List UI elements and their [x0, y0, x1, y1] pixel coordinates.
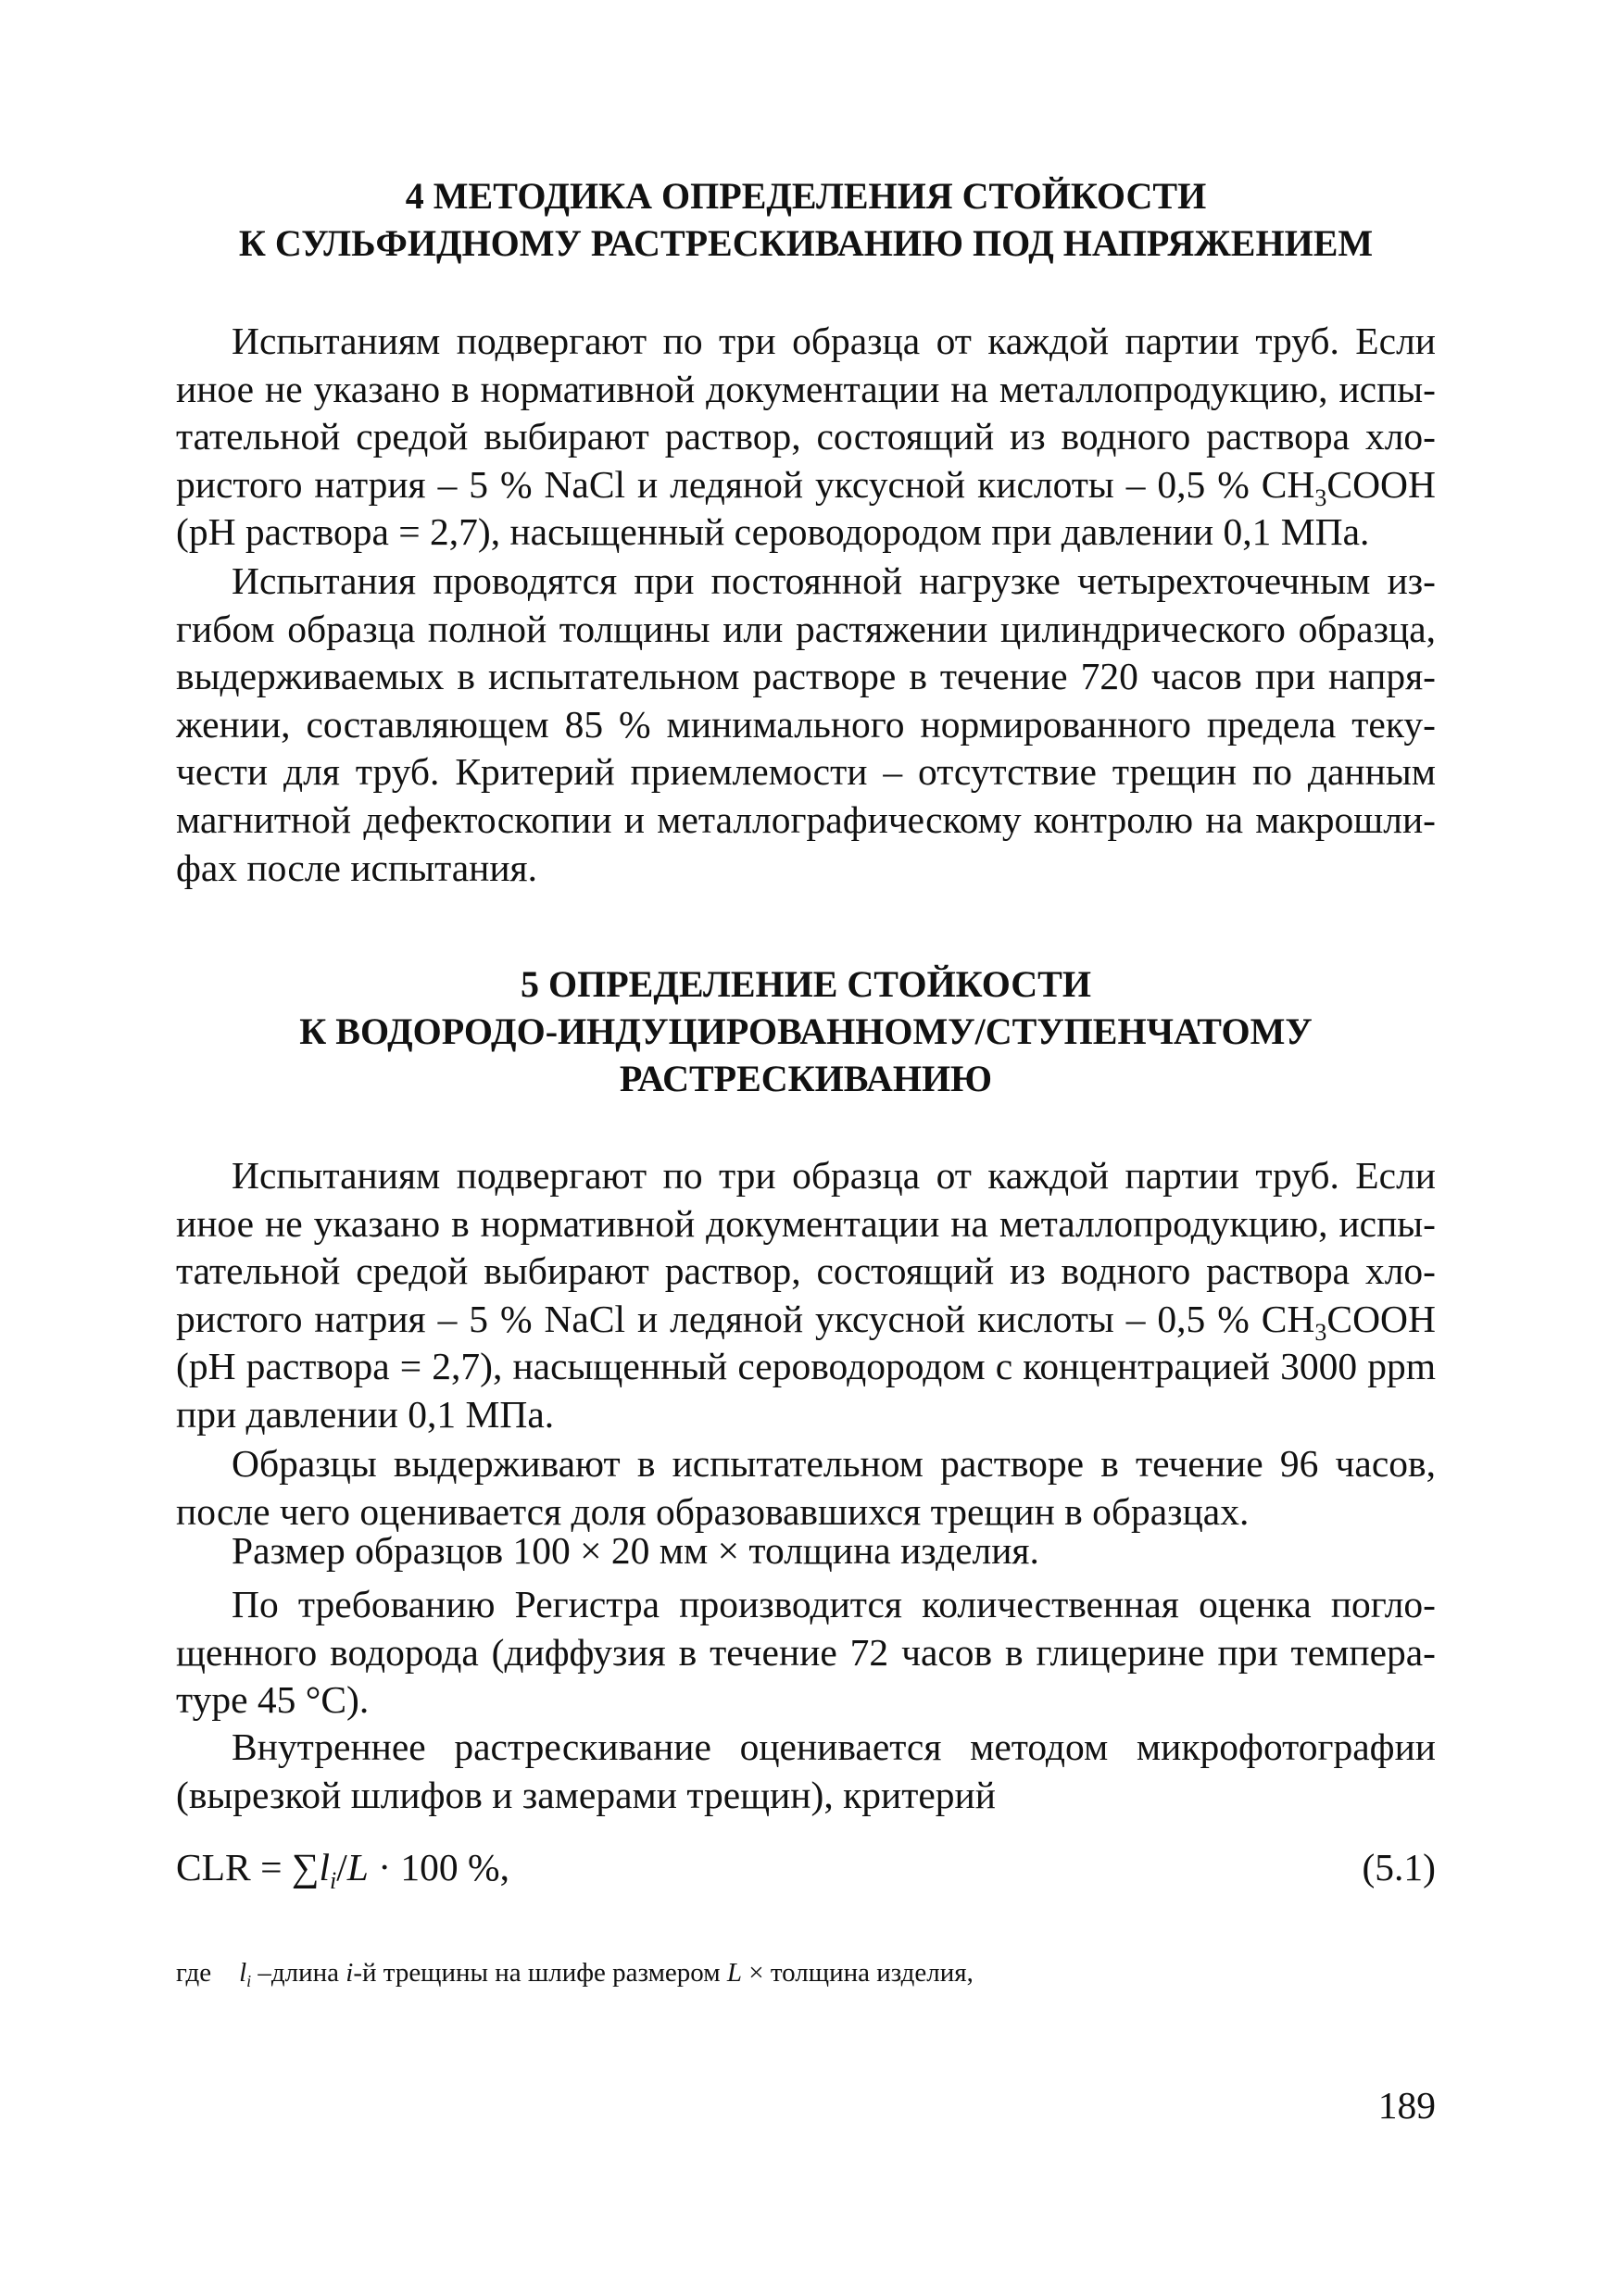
- text-fragment: ристого натрия – 5 % NaCl и ледяной уксусной кислоты – 0,5 % CH: [176, 1297, 1315, 1340]
- section-4-title: [157, 172, 1454, 267]
- legend-text: –длина: [251, 1958, 346, 1988]
- text-line: магнитной дефектоскопии и металлографическому контролю на макрошли-: [176, 797, 1436, 841]
- formula-slash: /: [336, 1846, 347, 1888]
- text-line: Испытаниям подвергают по три образца от каждой партии труб. Если: [232, 1154, 1436, 1197]
- section-5-title-line-2: К ВОДОРОДО-ИНДУЦИРОВАННОМУ/СТУПЕНЧАТОМУ: [299, 1010, 1313, 1052]
- section-5-paragraph-3: [176, 1527, 1436, 1575]
- text-line: (рН раствора = 2,7), насыщенный сероводородом при давлении 0,1 МПа.: [176, 510, 1370, 554]
- text-line: при давлении 0,1 МПа.: [176, 1392, 555, 1436]
- text-line: (рН раствора = 2,7), насыщенный сероводородом с концентрацией 3000 ppm: [176, 1345, 1436, 1388]
- subscript: 3: [1314, 1318, 1327, 1346]
- section-4-paragraph-1: [176, 318, 1436, 557]
- section-4-paragraph-2: [176, 558, 1436, 892]
- section-5-title-line-3: РАСТРЕСКИВАНИЮ: [619, 1058, 993, 1099]
- section-5-paragraph-2: [176, 1440, 1436, 1536]
- formula-var-l: l: [319, 1846, 330, 1888]
- text-line: жении, составляющем 85 % минимального нормированного предела теку-: [176, 702, 1436, 746]
- formula-legend: [176, 1954, 974, 1991]
- text-line: [176, 1296, 1436, 1344]
- text-fragment: COOH: [1326, 462, 1436, 506]
- text-line: фах после испытания.: [176, 846, 538, 889]
- text-line: Внутреннее растрескивание оценивается методом микрофотографии: [232, 1725, 1436, 1768]
- text-line: тательной средой выбирают раствор, состоящий из водного раствора хло-: [176, 415, 1436, 458]
- text-line: Испытания проводятся при постоянной нагрузке четырехточечным из-: [232, 559, 1436, 602]
- legend-var-i: i: [346, 1958, 354, 1988]
- legend-index-i: i: [246, 1972, 252, 1990]
- text-line: Испытаниям подвергают по три образца от каждой партии труб. Если: [232, 320, 1436, 362]
- text-line: выдерживаемых в испытательном растворе в течение 720 часов при напря-: [176, 655, 1436, 698]
- formula-number: (5.1): [1362, 1846, 1436, 1888]
- text-line: (вырезкой шлифов и замерами трещин), критерий: [176, 1773, 996, 1816]
- text-line: туре 45 °С).: [176, 1678, 370, 1722]
- text-line: щенного водорода (диффузия в течение 72 часов в глицерине при темпера-: [176, 1630, 1436, 1674]
- text-line: тательной средой выбирают раствор, состоящий из водного раствора хло-: [176, 1249, 1436, 1293]
- formula-lhs: CLR = ∑: [176, 1846, 320, 1888]
- subscript: 3: [1314, 483, 1327, 511]
- legend-text: × толщина изделия,: [742, 1958, 974, 1988]
- text-line: По требованию Регистра производится количественная оценка погло-: [232, 1583, 1436, 1625]
- legend-word: где: [176, 1958, 212, 1988]
- text-line: после чего оценивается доля образовавшихся трещин в образцах.: [176, 1489, 1250, 1533]
- text-line: Образцы выдерживают в испытательном растворе в течение 96 часов,: [232, 1442, 1436, 1485]
- text-line: иное не указано в нормативной документации на металлопродукцию, испы-: [176, 1201, 1436, 1245]
- text-fragment: ристого натрия – 5 % NaCl и ледяной уксусной кислоты – 0,5 % CH: [176, 462, 1315, 506]
- formula-var-L: L: [346, 1846, 369, 1888]
- text-fragment: COOH: [1326, 1297, 1436, 1340]
- section-4-title-line-1: 4 МЕТОДИКА ОПРЕДЕЛЕНИЯ СТОЙКОСТИ: [405, 175, 1207, 217]
- legend-var-L: L: [726, 1958, 742, 1988]
- formula-5-1: [176, 1841, 1436, 1893]
- section-5-paragraph-4: [176, 1581, 1436, 1725]
- section-5-title: [157, 960, 1454, 1102]
- formula-rest: · 100 %,: [368, 1846, 509, 1888]
- text-line: гибом образца полной толщины или растяжении цилиндрического образца,: [176, 607, 1436, 650]
- text-line: чести для труб. Критерий приемлемости – отсутствие трещин по данным: [176, 750, 1436, 794]
- formula-index-i: i: [329, 1867, 337, 1894]
- text-line: [176, 461, 1436, 509]
- section-5-title-line-1: 5 ОПРЕДЕЛЕНИЕ СТОЙКОСТИ: [521, 963, 1091, 1005]
- text-line: иное не указано в нормативной документации на металлопродукцию, испы-: [176, 367, 1436, 410]
- section-4-title-line-2: К СУЛЬФИДНОМУ РАСТРЕСКИВАНИЮ ПОД НАПРЯЖЕНИЕМ: [238, 222, 1374, 264]
- text-line: Размер образцов 100 × 20 мм × толщина изделия.: [232, 1529, 1039, 1572]
- legend-text: -й трещины на шлифе размером: [353, 1958, 727, 1988]
- page-number: 189: [1377, 2084, 1436, 2127]
- legend-var-l: l: [239, 1958, 247, 1988]
- formula-expression: [176, 1841, 509, 1893]
- section-5-paragraph-5: [176, 1724, 1436, 1819]
- section-5-paragraph-1: [176, 1152, 1436, 1439]
